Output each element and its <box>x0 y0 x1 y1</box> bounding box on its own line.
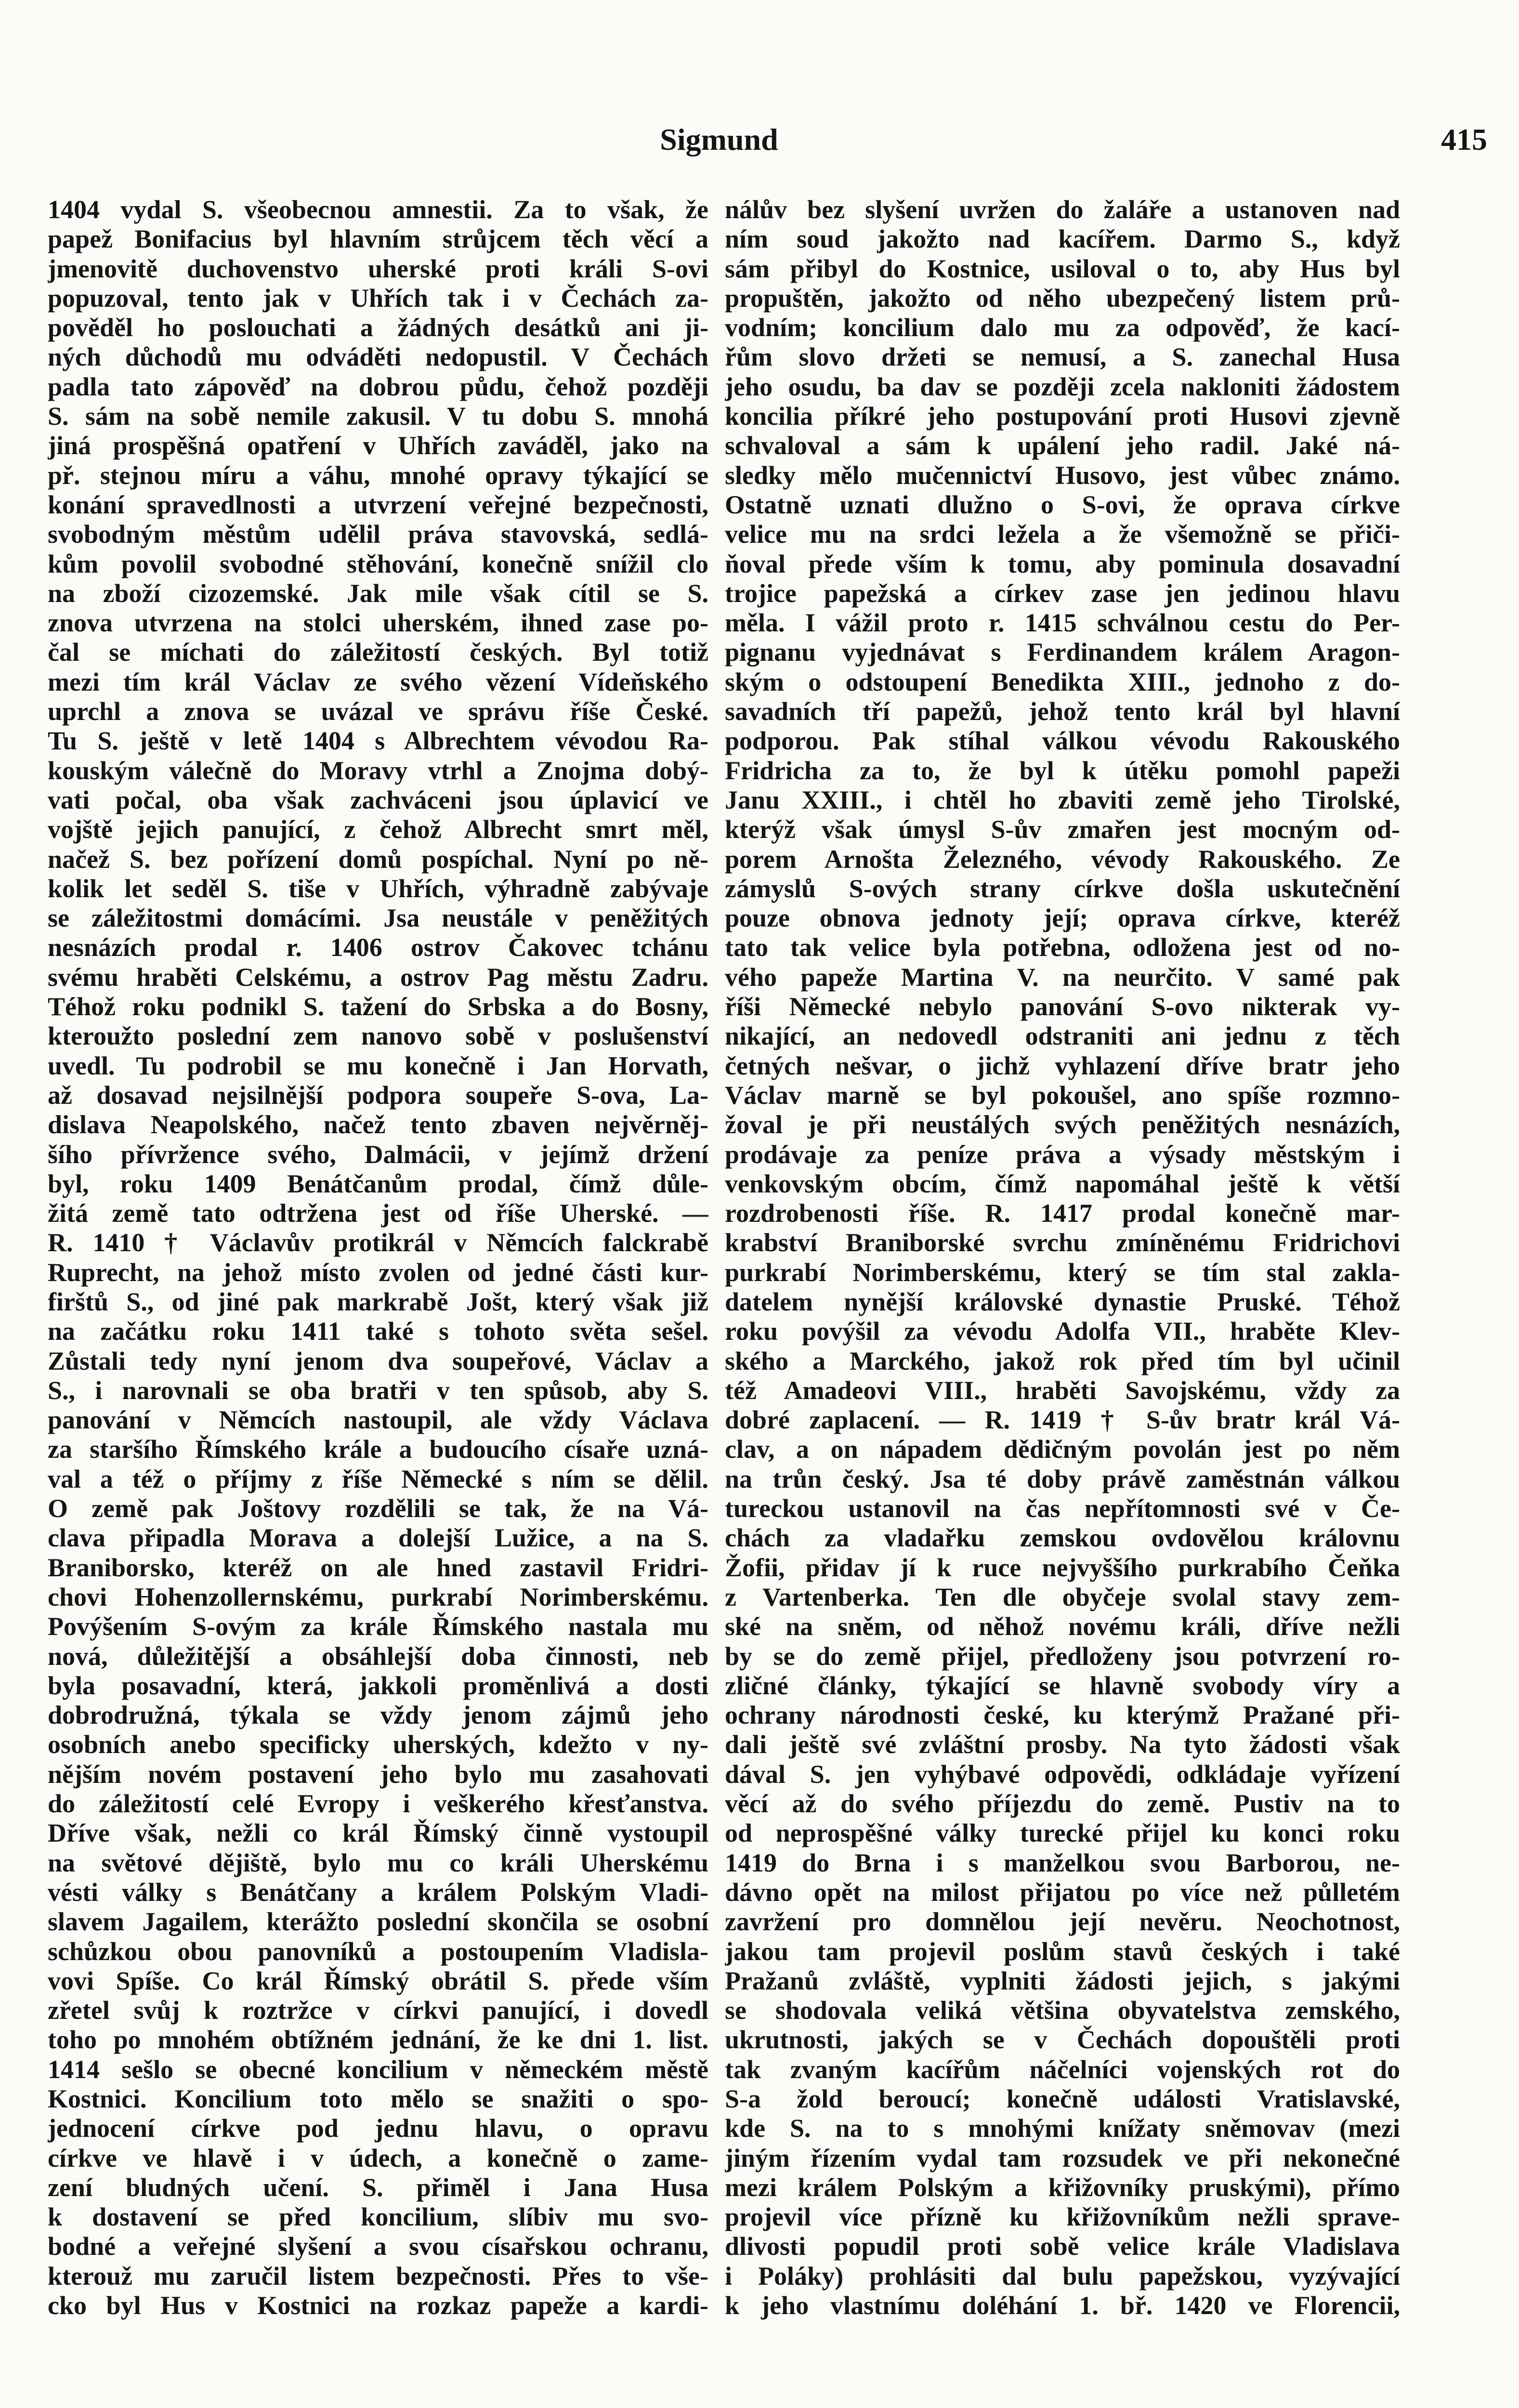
left-column-line: chovi Hohenzollernskému, purkrabí Norimberskému. <box>48 1582 708 1611</box>
left-column-line: Kostnici. Koncilium toto mělo se snažiti o spo- <box>48 2084 708 2113</box>
left-column-line: zřetel svůj k roztržce v církvi panující, i dovedl <box>48 1996 708 2025</box>
right-column-line: by se do země přijel, předloženy jsou potvrzení ro- <box>725 1641 1400 1671</box>
right-column-line: krabství Braniborské svrchu zmíněnému Fridrichovi <box>725 1228 1400 1257</box>
left-column-line: šího přívržence svého, Dalmácii, v jejímž držení <box>48 1139 708 1169</box>
left-column-line: dislava Neapolského, načež tento zbaven nejvěrněj- <box>48 1110 708 1139</box>
left-column-line: jednocení církve pod jednu hlavu, o opravu <box>48 2114 708 2143</box>
left-column-line: 1404 vydal S. všeobecnou amnestii. Za to však, že <box>48 195 708 224</box>
right-column-line: Pražanů zvláště, vyplniti žádosti jejich, s jakými <box>725 1966 1400 1995</box>
right-column-line: jeho osudu, ba dav se později zcela nakloniti žádostem <box>725 372 1400 401</box>
right-column-line: kterýž však úmysl S-ův zmařen jest mocným od- <box>725 815 1400 844</box>
left-column-line: znova utvrzena na stolci uherském, ihned zase po- <box>48 608 708 638</box>
left-column-line: Ruprecht, na jehož místo zvolen od jedné části kur- <box>48 1257 708 1287</box>
left-column-line: kteroužto poslední zem nanovo sobě v poslušenství <box>48 1021 708 1051</box>
left-column-line: cko byl Hus v Kostnici na rozkaz papeže a kardi- <box>48 2291 708 2320</box>
right-column-line: vodním; koncilium dalo mu za odpověď, že kací- <box>725 313 1400 342</box>
right-column-line: dali ještě své zvláštní prosby. Na tyto žádosti však <box>725 1730 1400 1759</box>
left-column-line: kterouž mu zaručil listem bezpečnosti. Přes to vše- <box>48 2261 708 2290</box>
right-column-line: ňoval přede vším k tomu, aby pominula dosavadní <box>725 549 1400 578</box>
right-column-line: tak zvaným kacířům náčelníci vojenských rot do <box>725 2055 1400 2084</box>
right-column-line: Václav marně se byl pokoušel, ano spíše rozmno- <box>725 1080 1400 1110</box>
right-column-line: nálův bez slyšení uvržen do žaláře a ustanoven nad <box>725 195 1400 224</box>
right-column-line: ským o odstoupení Benedikta XIII., jednoho z do- <box>725 667 1400 696</box>
right-column-line: schvaloval a sám k upálení jeho radil. Jaké ná- <box>725 431 1400 460</box>
right-column-line: měla. I vážil proto r. 1415 schválnou cestu do Per- <box>725 608 1400 638</box>
left-column-line: svému hraběti Celskému, a ostrov Pag městu Zadru. <box>48 962 708 992</box>
left-column-line: uvedl. Tu podrobil se mu konečně i Jan Horvath, <box>48 1051 708 1080</box>
left-column-line: na světové dějiště, bylo mu co králi Uherskému <box>48 1848 708 1877</box>
right-column-line: tureckou ustanovil na čas nepřítomnosti své v Če- <box>725 1494 1400 1523</box>
right-column-line: pouze obnova jednoty její; oprava církve, kteréž <box>725 903 1400 933</box>
left-column-line: val a též o příjmy z říše Německé s ním se dělil. <box>48 1464 708 1493</box>
left-column-line: Povýšením S-ovým za krále Římského nastala mu <box>48 1612 708 1641</box>
left-column-line: Tu S. ještě v letě 1404 s Albrechtem vévodou Ra- <box>48 726 708 756</box>
left-column-line: vésti války s Benátčany a králem Polským Vladi- <box>48 1877 708 1907</box>
left-column-line: zení bludných učení. S. přiměl i Jana Husa <box>48 2172 708 2202</box>
right-column-line: zavržení pro domnělou její nevěru. Neochotnost, <box>725 1907 1400 1937</box>
left-column-line: 1414 sešlo se obecné koncilium v německém městě <box>48 2055 708 2084</box>
left-column-line: padla tato zápověď na dobrou půdu, čehož později <box>48 372 708 401</box>
left-column-line: jiná prospěšná opatření v Uhřích zaváděl, jako na <box>48 431 708 460</box>
right-column-line: tato tak velice byla potřebna, odložena jest od no- <box>725 933 1400 962</box>
right-column-line: mezi králem Polským a křižovníky pruskými), přímo <box>725 2172 1400 2202</box>
right-column-line: dobré zaplacení. — R. 1419 † S-ův bratr král Vá- <box>725 1405 1400 1435</box>
right-column-line: četných nešvar, o jichž vyhlazení dříve bratr jeho <box>725 1051 1400 1080</box>
left-column-line: O země pak Joštovy rozdělili se tak, že na Vá- <box>48 1494 708 1523</box>
right-column-line: prodávaje za peníze práva a výsady městským i <box>725 1139 1400 1169</box>
left-column-line: Zůstali tedy nyní jenom dva soupeřové, Václav a <box>48 1346 708 1375</box>
right-column-line: S-a žold beroucí; konečně události Vratislavské, <box>725 2084 1400 2113</box>
left-column-line: př. stejnou míru a váhu, mnohé opravy týkající se <box>48 460 708 490</box>
left-column-line: k dostavení se před koncilium, slíbiv mu svo- <box>48 2202 708 2232</box>
right-column-line: dlivosti popudil proti sobě velice krále Vladislava <box>725 2232 1400 2261</box>
right-column-line: porem Arnošta Železného, vévody Rakouského. Ze <box>725 844 1400 874</box>
right-column-line: ské na sněm, od něhož novému králi, dříve nežli <box>725 1612 1400 1641</box>
left-column-line: nějším novém postavení jeho bylo mu zasahovati <box>48 1759 708 1789</box>
left-column-line: clava připadla Morava a dolejší Lužice, a na S. <box>48 1523 708 1553</box>
left-column-line: uprchl a znova se uvázal ve správu říše České. <box>48 697 708 726</box>
left-column-line: až dosavad nejsilnější podpora soupeře S-ova, La- <box>48 1080 708 1110</box>
left-column-line: kolik let seděl S. tiše v Uhřích, výhradně zabývaje <box>48 874 708 903</box>
right-column-line: dával S. jen vyhýbavé odpovědi, odkládaje vyřízení <box>725 1759 1400 1789</box>
running-title: Sigmund <box>660 122 778 157</box>
right-column-line: trojice papežská a církev zase jen jedinou hlavu <box>725 578 1400 608</box>
right-column-line: od neprospěšné války turecké přijel ku konci roku <box>725 1819 1400 1848</box>
right-column-line: z Vartenberka. Ten dle obyčeje svolal stavy zem- <box>725 1582 1400 1611</box>
left-column-line: do záležitostí celé Evropy i veškerého křesťanstva. <box>48 1789 708 1819</box>
right-column-line: chách za vladařku zemskou ovdovělou královnu <box>725 1523 1400 1553</box>
left-column-line: ných důchodů mu odváděti nedopustil. V Čechách <box>48 342 708 372</box>
left-column-line: byl, roku 1409 Benátčanům prodal, čímž důle- <box>48 1169 708 1198</box>
right-column-line: kde S. na to s mnohými knížaty sněmovav (mezi <box>725 2114 1400 2143</box>
left-column-line: panování v Němcích nastoupil, ale vždy Václava <box>48 1405 708 1435</box>
right-column-line: dávno opět na milost přijatou po více než půlletém <box>725 1877 1400 1907</box>
left-column-line: bodné a veřejné slyšení a svou císařskou ochranu, <box>48 2232 708 2261</box>
left-column <box>48 195 708 2320</box>
left-column-line: na zboží cizozemské. Jak mile však cítil se S. <box>48 578 708 608</box>
left-column-line: žitá země tato odtržena jest od říše Uherské. — <box>48 1199 708 1228</box>
left-column-line: S. sám na sobě nemile zakusil. V tu dobu S. mnohá <box>48 402 708 431</box>
right-column-line: sledky mělo mučennictví Husovo, jest vůbec známo. <box>725 460 1400 490</box>
left-column-line: schůzkou obou panovníků a postoupením Vladisla- <box>48 1937 708 1966</box>
right-column-line: říši Německé nebylo panování S-ovo nikterak vy- <box>725 992 1400 1021</box>
right-column-line: k jeho vlastnímu doléhání 1. bř. 1420 ve Florencii, <box>725 2291 1400 2320</box>
right-column-line: roku povýšil za vévodu Adolfa VII., hraběte Klev- <box>725 1317 1400 1346</box>
right-column-line: řům slovo držeti se nemusí, a S. zanechal Husa <box>725 342 1400 372</box>
left-column-line: popuzoval, tento jak v Uhřích tak i v Čechách za- <box>48 283 708 313</box>
left-column-line: R. 1410 † Václavův protikrál v Němcích falckrabě <box>48 1228 708 1257</box>
right-column-line: zámyslů S-ových strany církve došla uskutečnění <box>725 874 1400 903</box>
left-column-line: dobrodružná, týkala se vždy jenom zájmů jeho <box>48 1701 708 1730</box>
right-column-line: clav, a on nápadem dědičným povolán jest po něm <box>725 1435 1400 1464</box>
right-column-line: na trůn český. Jsa té doby právě zaměstnán válkou <box>725 1464 1400 1493</box>
left-column-line: načež S. bez pořízení domů pospíchal. Nyní po ně- <box>48 844 708 874</box>
right-column-line: Fridricha za to, že byl k útěku pomohl papeži <box>725 756 1400 785</box>
right-column-line: pignanu vyjednávat s Ferdinandem králem Aragon- <box>725 638 1400 667</box>
left-column-line: nesnázích prodal r. 1406 ostrov Čakovec tchánu <box>48 933 708 962</box>
right-column-line: i Poláky) prohlásiti dal bulu papežskou, vyzývající <box>725 2261 1400 2290</box>
left-column-line: pověděl ho poslouchati a žádných desátků ani ji- <box>48 313 708 342</box>
left-column-line: jmenovitě duchovenstvo uherské proti králi S-ovi <box>48 254 708 283</box>
right-column-line: koncilia příkré jeho postupování proti Husovi zjevně <box>725 402 1400 431</box>
right-column-line: jakou tam projevil poslům stavů českých i také <box>725 1937 1400 1966</box>
right-column-line: purkrabí Norimberskému, který se tím stal zakla- <box>725 1257 1400 1287</box>
left-column-line: firštů S., od jiné pak markrabě Jošt, který však již <box>48 1287 708 1316</box>
left-column-line: svobodným městům udělil práva stavovská, sedlá- <box>48 520 708 549</box>
left-column-line: na začátku roku 1411 také s tohoto světa sešel. <box>48 1317 708 1346</box>
left-column-line: toho po mnohém obtížném jednání, že ke dni 1. list. <box>48 2025 708 2055</box>
left-column-line: Téhož roku podnikl S. tažení do Srbska a do Bosny, <box>48 992 708 1021</box>
left-column-line: slavem Jagailem, kterážto poslední skončila se osobní <box>48 1907 708 1937</box>
right-column-line: Ostatně uznati dlužno o S-ovi, že oprava církve <box>725 490 1400 519</box>
right-column-line: Žofii, přidav jí k ruce nejvyššího purkrabího Čeňka <box>725 1553 1400 1582</box>
right-column-line: ukrutnosti, jakých se v Čechách dopouštěli proti <box>725 2025 1400 2055</box>
right-column <box>725 195 1400 2320</box>
left-column-line: nová, důležitější a obsáhlejší doba činnosti, neb <box>48 1641 708 1671</box>
left-column-line: vojště jejich panující, z čehož Albrecht smrt měl, <box>48 815 708 844</box>
left-column-line: kouským válečně do Moravy vtrhl a Znojma dobý- <box>48 756 708 785</box>
right-column-line: venkovským obcím, čímž napomáhal ještě k větší <box>725 1169 1400 1198</box>
left-column-line: za staršího Římského krále a budoucího císaře uzná- <box>48 1435 708 1464</box>
right-column-line: 1419 do Brna i s manželkou svou Barborou, ne- <box>725 1848 1400 1877</box>
left-column-line: konání spravedlnosti a utvrzení veřejné bezpečnosti, <box>48 490 708 519</box>
right-column-line: nikající, an nedovedl odstraniti ani jednu z těch <box>725 1021 1400 1051</box>
right-column-line: se shodovala veliká většina obyvatelstva zemského, <box>725 1996 1400 2025</box>
right-column-line: ním soud jakožto nad kacířem. Darmo S., když <box>725 224 1400 254</box>
right-column-line: též Amadeovi VIII., hraběti Savojskému, vždy za <box>725 1375 1400 1405</box>
left-column-line: osobních anebo specificky uherských, kdežto v ny- <box>48 1730 708 1759</box>
right-column-line: ského a Marckého, jakož rok před tím byl učinil <box>725 1346 1400 1375</box>
left-column-line: byla posavadní, která, jakkoli proměnlivá a dosti <box>48 1671 708 1700</box>
right-column-line: podporou. Pak stíhal válkou vévodu Rakouského <box>725 726 1400 756</box>
right-column-line: ochrany národnosti české, ku kterýmž Pražané při- <box>725 1701 1400 1730</box>
left-column-line: církve ve hlavě i v údech, a konečně o zame- <box>48 2143 708 2172</box>
left-column-line: se záležitostmi domácími. Jsa neustále v peněžitých <box>48 903 708 933</box>
left-column-line: Braniborsko, kteréž on ale hned zastavil Fridri- <box>48 1553 708 1582</box>
left-column-line: kům povolil svobodné stěhování, konečně snížil clo <box>48 549 708 578</box>
right-column-line: projevil více přízně ku křižovníkům nežli sprave- <box>725 2202 1400 2232</box>
left-column-line: čal se míchati do záležitostí českých. Byl totiž <box>48 638 708 667</box>
page-number: 415 <box>1441 122 1487 157</box>
left-column-line: mezi tím král Václav ze svého vězení Vídeňského <box>48 667 708 696</box>
left-column-line: papež Bonifacius byl hlavním strůjcem těch věcí a <box>48 224 708 254</box>
right-column-line: vého papeže Martina V. na neurčito. V samé pak <box>725 962 1400 992</box>
left-column-line: Dříve však, nežli co král Římský činně vystoupil <box>48 1819 708 1848</box>
right-column-line: datelem nynější královské dynastie Pruské. Téhož <box>725 1287 1400 1316</box>
right-column-line: rozdrobenosti říše. R. 1417 prodal konečně mar- <box>725 1199 1400 1228</box>
right-column-line: savadních tří papežů, jehož tento král byl hlavní <box>725 697 1400 726</box>
left-column-line: S., i narovnali se oba bratři v ten spůsob, aby S. <box>48 1375 708 1405</box>
left-column-line: vovi Spíše. Co král Římský obrátil S. přede vším <box>48 1966 708 1995</box>
right-column-line: sám přibyl do Kostnice, usiloval o to, aby Hus byl <box>725 254 1400 283</box>
left-column-line: vati počal, oba však zachváceni jsou úplavicí ve <box>48 785 708 814</box>
right-column-line: žoval je při neustálých svých peněžitých nesnázích, <box>725 1110 1400 1139</box>
right-column-line: Janu XXIII., i chtěl ho zbaviti země jeho Tirolské, <box>725 785 1400 814</box>
right-column-line: věcí až do svého příjezdu do země. Pustiv na to <box>725 1789 1400 1819</box>
right-column-line: jiným řízením vydal tam rozsudek ve při nekonečné <box>725 2143 1400 2172</box>
right-column-line: propuštěn, jakožto od něho ubezpečený listem prů- <box>725 283 1400 313</box>
right-column-line: zličné články, týkající se hlavně svobody víry a <box>725 1671 1400 1700</box>
right-column-line: velice mu na srdci ležela a že všemožně se přiči- <box>725 520 1400 549</box>
